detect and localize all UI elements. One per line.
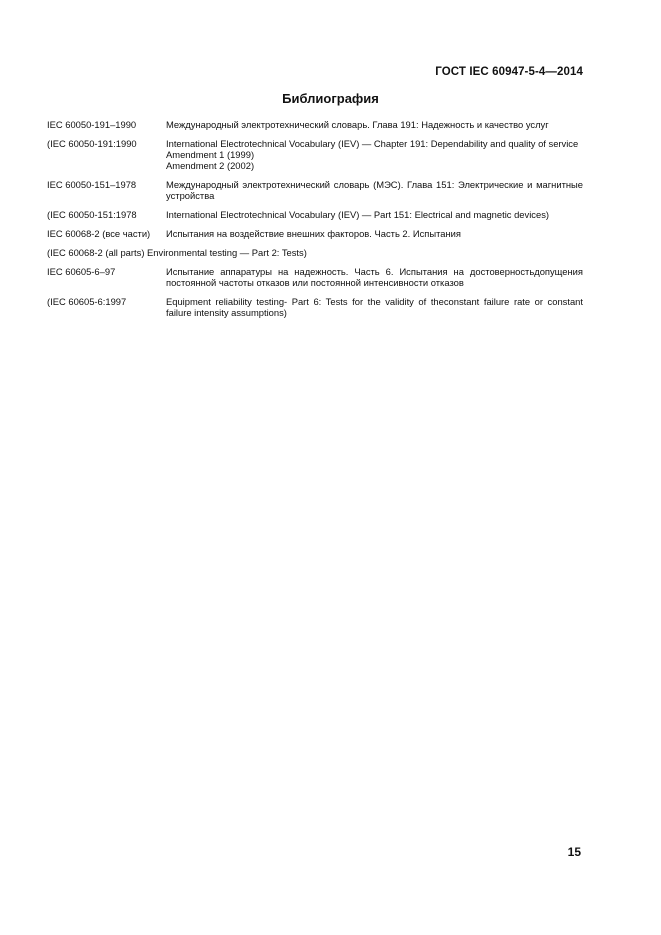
page-title: Библиография [282,91,379,106]
entry-code: (IEC 60050-191:1990 [47,138,137,149]
entry-description: Equipment reliability testing- Part 6: Tests for the validity of theconstant failure rate or constant failure intensity assumptions) [166,296,583,318]
entry-code: IEC 60050-191–1990 [47,119,137,130]
bibliography-entry [47,266,583,288]
entry-code: (IEC 60050-151:1978 [47,209,137,220]
entry-description: Испытания на воздействие внешних факторов. Часть 2. Испытания [166,228,461,239]
entry-description: Международный электротехнический словарь. Глава 191: Надежность и качество услуг [166,119,549,130]
entry-description: International Electrotechnical Vocabulary (IEV) — Chapter 191: Dependability and quality of service [166,138,579,149]
entry-description-block [166,138,583,171]
entry-description: Международный электротехнический словарь (МЭС). Глава 151: Электрические и магнитные устройства [166,179,583,201]
entry-amendment: Amendment 2 (2002) [166,160,255,171]
entry-amendment: Amendment 1 (1999) [166,149,255,160]
bibliography-entry [47,209,583,220]
bibliography-entry [47,138,583,171]
entry-code: (IEC 60605-6:1997 [47,296,127,307]
bibliography-entry [47,228,583,239]
entry-code: IEC 60605-6–97 [47,266,116,277]
entry-full-text: (IEC 60068-2 (all parts) Environmental testing — Part 2: Tests) [47,247,307,258]
entry-code: IEC 60068-2 (все части) [47,228,151,239]
entry-description: Испытание аппаратуры на надежность. Часть 6. Испытания на достоверностьдопущения постоянной частоты отказов или постоянной интенсивности отказов [166,266,583,288]
page-number: 15 [567,845,581,859]
bibliography-entry [47,247,583,258]
bibliography-entry [47,179,583,201]
entry-description: International Electrotechnical Vocabulary (IEV) — Part 151: Electrical and magnetic devices) [166,209,550,220]
bibliography-entry [47,296,583,318]
entry-code: IEC 60050-151–1978 [47,179,137,190]
bibliography-list [47,119,583,326]
document-id: ГОСТ IEC 60947-5-4—2014 [435,66,583,78]
bibliography-entry [47,119,583,130]
